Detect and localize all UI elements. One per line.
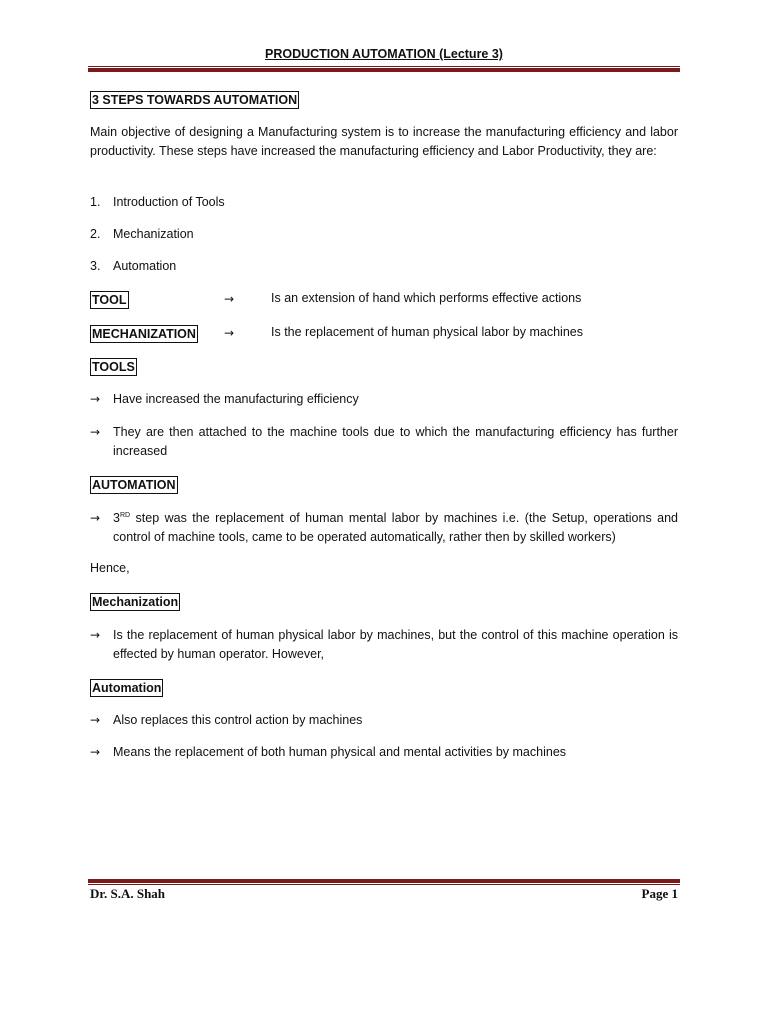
hence-text: Hence, — [90, 561, 130, 575]
step-number: 3. — [90, 259, 101, 273]
tools-heading: TOOLS — [92, 360, 135, 374]
tools-heading-wrapper — [90, 358, 137, 376]
automation2-bullet: Also replaces this control action by machines — [113, 713, 363, 727]
definition-term-wrapper — [90, 291, 129, 309]
arrow-icon: → — [224, 326, 235, 340]
header-rule-thin — [88, 66, 680, 67]
definition-term: MECHANIZATION — [92, 327, 196, 341]
automation2-heading-wrapper — [90, 679, 163, 697]
section-title-wrapper — [90, 91, 299, 109]
step-number: 2. — [90, 227, 101, 241]
footer-author: Dr. S.A. Shah — [90, 886, 166, 901]
ordinal-number: 3 — [113, 511, 120, 525]
footer-page-number: Page 1 — [641, 886, 678, 901]
ordinal-suffix: RD — [119, 511, 131, 519]
arrow-icon: → — [90, 392, 101, 406]
mechanization-bullet: Is the replacement of human physical labor by machines, but the control of this machine operation is effected by human operator. However, — [113, 628, 678, 661]
step-number: 1. — [90, 195, 101, 209]
step-label: Mechanization — [113, 227, 194, 241]
section-title: 3 STEPS TOWARDS AUTOMATION — [92, 93, 298, 107]
arrow-icon: → — [90, 511, 101, 525]
automation2-bullet: Means the replacement of both human physical and mental activities by machines — [113, 745, 567, 759]
automation-bullet — [113, 509, 678, 547]
definition-text: Is the replacement of human physical labor by machines — [271, 325, 583, 339]
step-label: Introduction of Tools — [113, 195, 225, 209]
definition-term-wrapper — [90, 325, 198, 343]
intro-paragraph: Main objective of designing a Manufacturing system is to increase the manufacturing efficiency and labor productivity. These steps have increased the manufacturing efficiency and Labor Productivity, they are: — [90, 125, 678, 158]
step-label: Automation — [113, 259, 177, 273]
automation-bullet-text: step was the replacement of human mental labor by machines i.e. (the Setup, operations and control of machine tools, came to be operated automatically, rather then by skilled workers) — [113, 511, 678, 544]
tools-bullet: Have increased the manufacturing efficiency — [113, 392, 359, 406]
arrow-icon: → — [90, 628, 101, 642]
automation-heading-wrapper — [90, 476, 178, 494]
footer-rule — [88, 879, 680, 883]
automation-heading: AUTOMATION — [92, 478, 176, 492]
tools-bullet: They are then attached to the machine tools due to which the manufacturing efficiency has further increased — [113, 425, 678, 458]
header-rule — [88, 68, 680, 72]
footer-rule-thin — [88, 884, 680, 885]
mechanization-heading: Mechanization — [92, 595, 179, 609]
arrow-icon: → — [90, 713, 101, 727]
mechanization-heading-wrapper — [90, 593, 180, 611]
arrow-icon: → — [90, 425, 101, 439]
arrow-icon: → — [90, 745, 101, 759]
page-header-title: PRODUCTION AUTOMATION (Lecture 3) — [265, 47, 503, 61]
automation2-heading: Automation — [92, 681, 162, 695]
definition-term: TOOL — [92, 293, 127, 307]
arrow-icon: → — [224, 292, 235, 306]
definition-text: Is an extension of hand which performs effective actions — [271, 291, 582, 305]
